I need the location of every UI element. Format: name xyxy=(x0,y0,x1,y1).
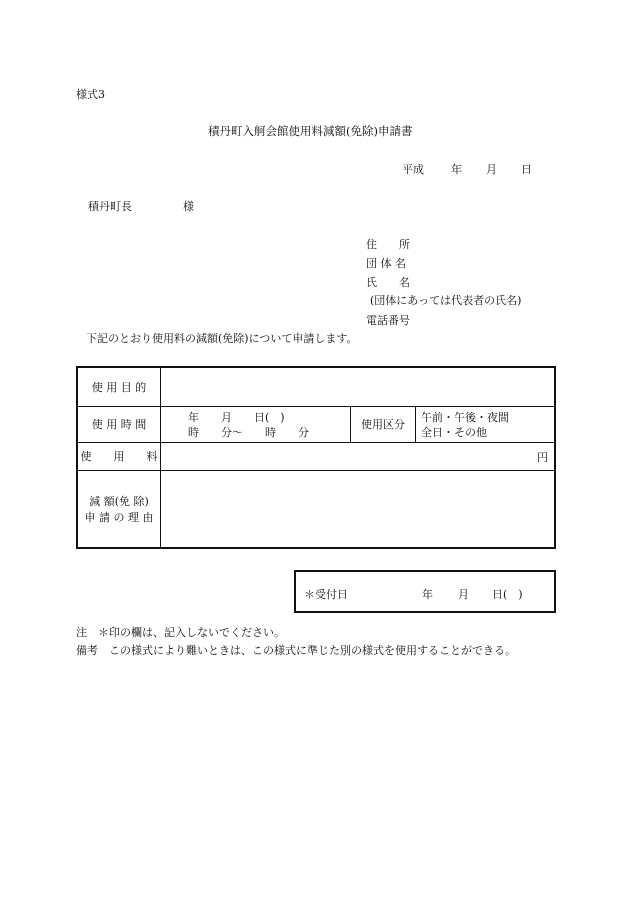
reason-label-line2: 申 請 の 理 由 xyxy=(84,510,154,524)
fee-label: 使 用 料 xyxy=(78,442,161,470)
reason-field[interactable] xyxy=(160,470,554,547)
phone-label: 電話番号 xyxy=(366,314,410,327)
document-title: 積丹町入舸会館使用料減額(免除)申請書 xyxy=(208,124,413,138)
intro-text: 下記のとおり使用料の減額(免除)について申請します。 xyxy=(86,332,358,345)
reason-label xyxy=(78,470,161,547)
group-name-label: 団 体 名 xyxy=(366,257,406,270)
fee-unit: 円 xyxy=(537,451,548,464)
category-label: 使用区分 xyxy=(350,406,416,442)
category-options-line1: 午前・午後・夜間 xyxy=(421,411,509,424)
reason-label-line1: 減 額(免 除) xyxy=(89,494,149,508)
time-hours-line: 時 分～ 時 分 xyxy=(188,426,309,439)
application-table xyxy=(76,366,556,549)
purpose-row xyxy=(78,368,554,407)
address-label: 住 所 xyxy=(366,238,410,251)
time-label: 使 用 時 間 xyxy=(78,406,161,442)
fee-field[interactable] xyxy=(160,442,554,470)
reason-row xyxy=(78,470,554,547)
remark-text: 備考 この様式により難いときは、この様式に準じた別の様式を使用することができる。 xyxy=(76,644,516,657)
name-label: 氏 名 xyxy=(366,276,410,289)
receipt-label: ＊受付日 xyxy=(304,588,348,601)
category-options-line2: 全日・その他 xyxy=(421,426,487,439)
date-day: 日 xyxy=(521,163,532,176)
name-note: (団体にあっては代表者の氏名) xyxy=(370,294,522,307)
purpose-label: 使 用 目 的 xyxy=(78,368,161,406)
receipt-year: 年 xyxy=(422,588,433,601)
fee-row xyxy=(78,442,554,471)
addressee-name: 積丹町長 xyxy=(88,200,132,213)
receipt-day: 日( ) xyxy=(492,588,523,601)
time-row xyxy=(78,406,554,443)
receipt-month: 月 xyxy=(458,588,469,601)
category-options[interactable] xyxy=(415,406,554,442)
purpose-field[interactable] xyxy=(160,368,554,406)
date-era: 平成 xyxy=(402,163,424,176)
addressee-honorific: 様 xyxy=(183,200,194,213)
date-year: 年 xyxy=(451,163,462,176)
receipt-box xyxy=(294,570,556,613)
time-date-line: 年 月 日( ) xyxy=(188,411,285,424)
form-number: 様式3 xyxy=(76,88,105,101)
note-text: 注 ＊印の欄は、記入しないでください。 xyxy=(76,626,285,639)
date-month: 月 xyxy=(486,163,497,176)
